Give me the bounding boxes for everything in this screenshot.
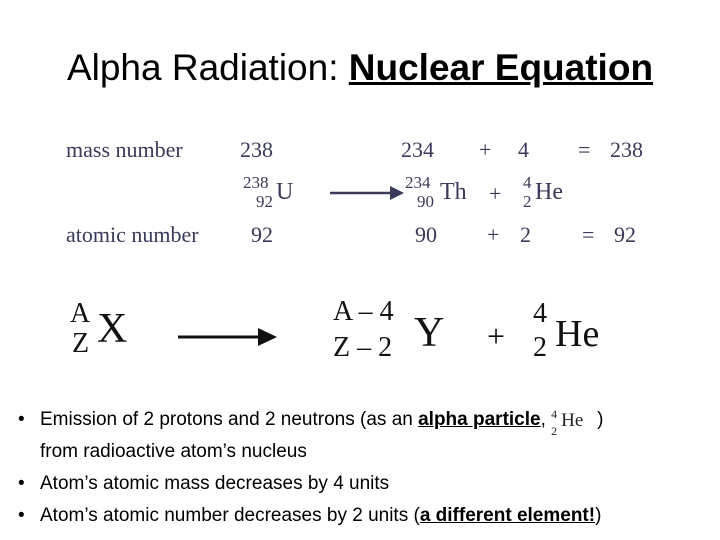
daughter-element-symbol: Y (414, 310, 445, 356)
plus-sign: + (479, 137, 492, 162)
equals-sign: = (582, 222, 595, 247)
alpha-atomic-number: 2 (533, 332, 547, 363)
uranium-mass-superscript: 238 (243, 173, 269, 192)
mass-number-label: mass number (66, 137, 183, 162)
thorium-atomic-subscript: 90 (417, 192, 434, 211)
bullet-list (18, 404, 708, 532)
helium-atomic-subscript: 2 (523, 192, 532, 211)
daughter-atomic-number: Z – 2 (333, 332, 393, 363)
atomic-total-value: 92 (614, 222, 636, 247)
thorium-symbol: Th (440, 179, 467, 205)
helium-symbol: He (555, 313, 600, 355)
parent-mass-value: 238 (240, 137, 273, 162)
bullet-number-decrease: • Atom’s atomic number decreases by 2 units (a different element!) (18, 500, 708, 532)
title-text: Alpha Radiation: (66, 47, 349, 88)
title-emphasis: Nuclear Equation (348, 47, 654, 88)
uranium-symbol: U (276, 179, 294, 205)
helium-mass-superscript: 4 (523, 173, 532, 192)
parent-element-symbol: X (97, 306, 128, 352)
uranium-atomic-subscript: 92 (256, 192, 273, 211)
helium-nucleus-notation: 4 2 He (551, 407, 584, 438)
bullet-mass-decrease: • Atom’s atomic mass decreases by 4 units (18, 468, 708, 500)
reaction-arrow-icon (178, 326, 278, 348)
atomic-number-label: atomic number (66, 222, 199, 247)
different-element-emphasis: a different element! (419, 505, 596, 526)
equals-sign: = (578, 137, 591, 162)
alpha-particle-emphasis: alpha particle (418, 409, 541, 430)
plus-sign: + (487, 318, 506, 354)
daughter-mass-number: A – 4 (333, 296, 394, 327)
alpha-mass-value: 4 (518, 137, 529, 162)
daughter-atomic-value: 90 (415, 222, 437, 247)
alpha-atomic-value: 2 (520, 222, 531, 247)
parent-atomic-value: 92 (251, 222, 273, 247)
mass-total-value: 238 (610, 137, 643, 162)
alpha-mass-number: 4 (533, 298, 547, 329)
daughter-mass-value: 234 (401, 137, 434, 162)
plus-sign: + (489, 181, 502, 206)
parent-mass-number: A (70, 298, 91, 329)
thorium-mass-superscript: 234 (405, 173, 431, 192)
helium-symbol: He (535, 179, 563, 205)
parent-atomic-number: Z (72, 328, 90, 359)
bullet-emission: • Emission of 2 protons and 2 neutrons (as an alpha particle, 4 2 He ) from radioactive atom’s nucleus (18, 404, 708, 468)
plus-sign: + (487, 222, 500, 247)
